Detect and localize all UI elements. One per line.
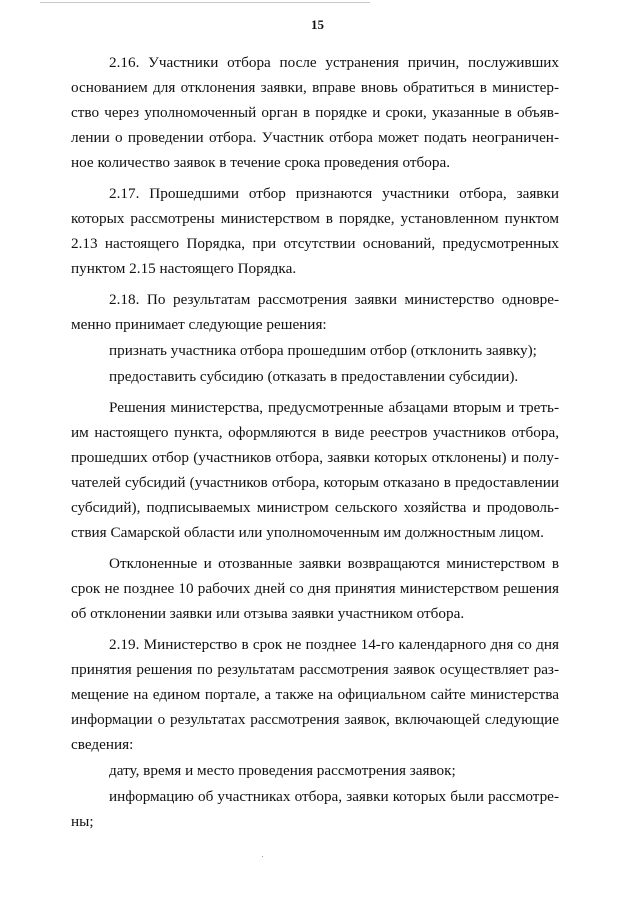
scan-artifact-dot — [262, 856, 263, 857]
paragraph-2-17: 2.17. Прошедшими отбор признаются участники отбора, заявки которых рассмотрены министерством в порядке, установленном пунктом 2.13 настоящего Порядка, при отсутствии оснований, предусмотренных пунктом 2.15 настоящего Порядка. — [71, 185, 559, 277]
paragraph-2-18-decision-1: признать участника отбора прошедшим отбор (отклонить заявку); — [109, 342, 537, 359]
paragraph-2-18: 2.18. По результатам рассмотрения заявки министерство одновременно принимает следующие решения: — [71, 291, 559, 333]
paragraph-2-16: 2.16. Участники отбора после устранения причин, послуживших основанием для отклонения заявки, вправе вновь обратиться в министерство через уполномоченный орган в порядке и сроки, указанные в объявлении о проведении отбора. Участник отбора может подать неограниченное количество заявок в течение срока проведения отбора. — [71, 54, 559, 171]
paragraph-rejected-applications: Отклоненные и отозванные заявки возвращаются министерством в срок не позднее 10 рабочих дней со дня принятия министерством решения об отклонении заявки или отзыва заявки участником отбора. — [71, 555, 559, 622]
paragraph-2-18-decision-2: предоставить субсидию (отказать в предоставлении субсидии). — [109, 368, 519, 385]
document-body — [71, 50, 559, 834]
paragraph-2-19-item-2: информацию об участниках отбора, заявки которых были рассмотрены; — [71, 788, 559, 830]
page-number: 15 — [311, 17, 324, 32]
paragraph-2-19: 2.19. Министерство в срок не позднее 14-го календарного дня со дня принятия решения по результатам рассмотрения заявок осуществляет размещение на едином портале, а также на официальном сайте министерства информации о результатах рассмотрения заявок, включающей следующие сведения: — [71, 636, 559, 753]
scan-top-rule — [40, 2, 370, 3]
paragraph-decisions-registry: Решения министерства, предусмотренные абзацами вторым и третьим настоящего пункта, оформляются в виде реестров участников отбора, прошедших отбор (участников отбора, заявки которых отклонены) и получателей субсидий (участников отбора, которым отказано в предоставлении субсидий), подписываемых министром сельского хозяйства и продовольствия Самарской области или уполномоченным им должностным лицом. — [71, 399, 559, 541]
paragraph-2-19-item-1: дату, время и место проведения рассмотрения заявок; — [109, 762, 456, 779]
